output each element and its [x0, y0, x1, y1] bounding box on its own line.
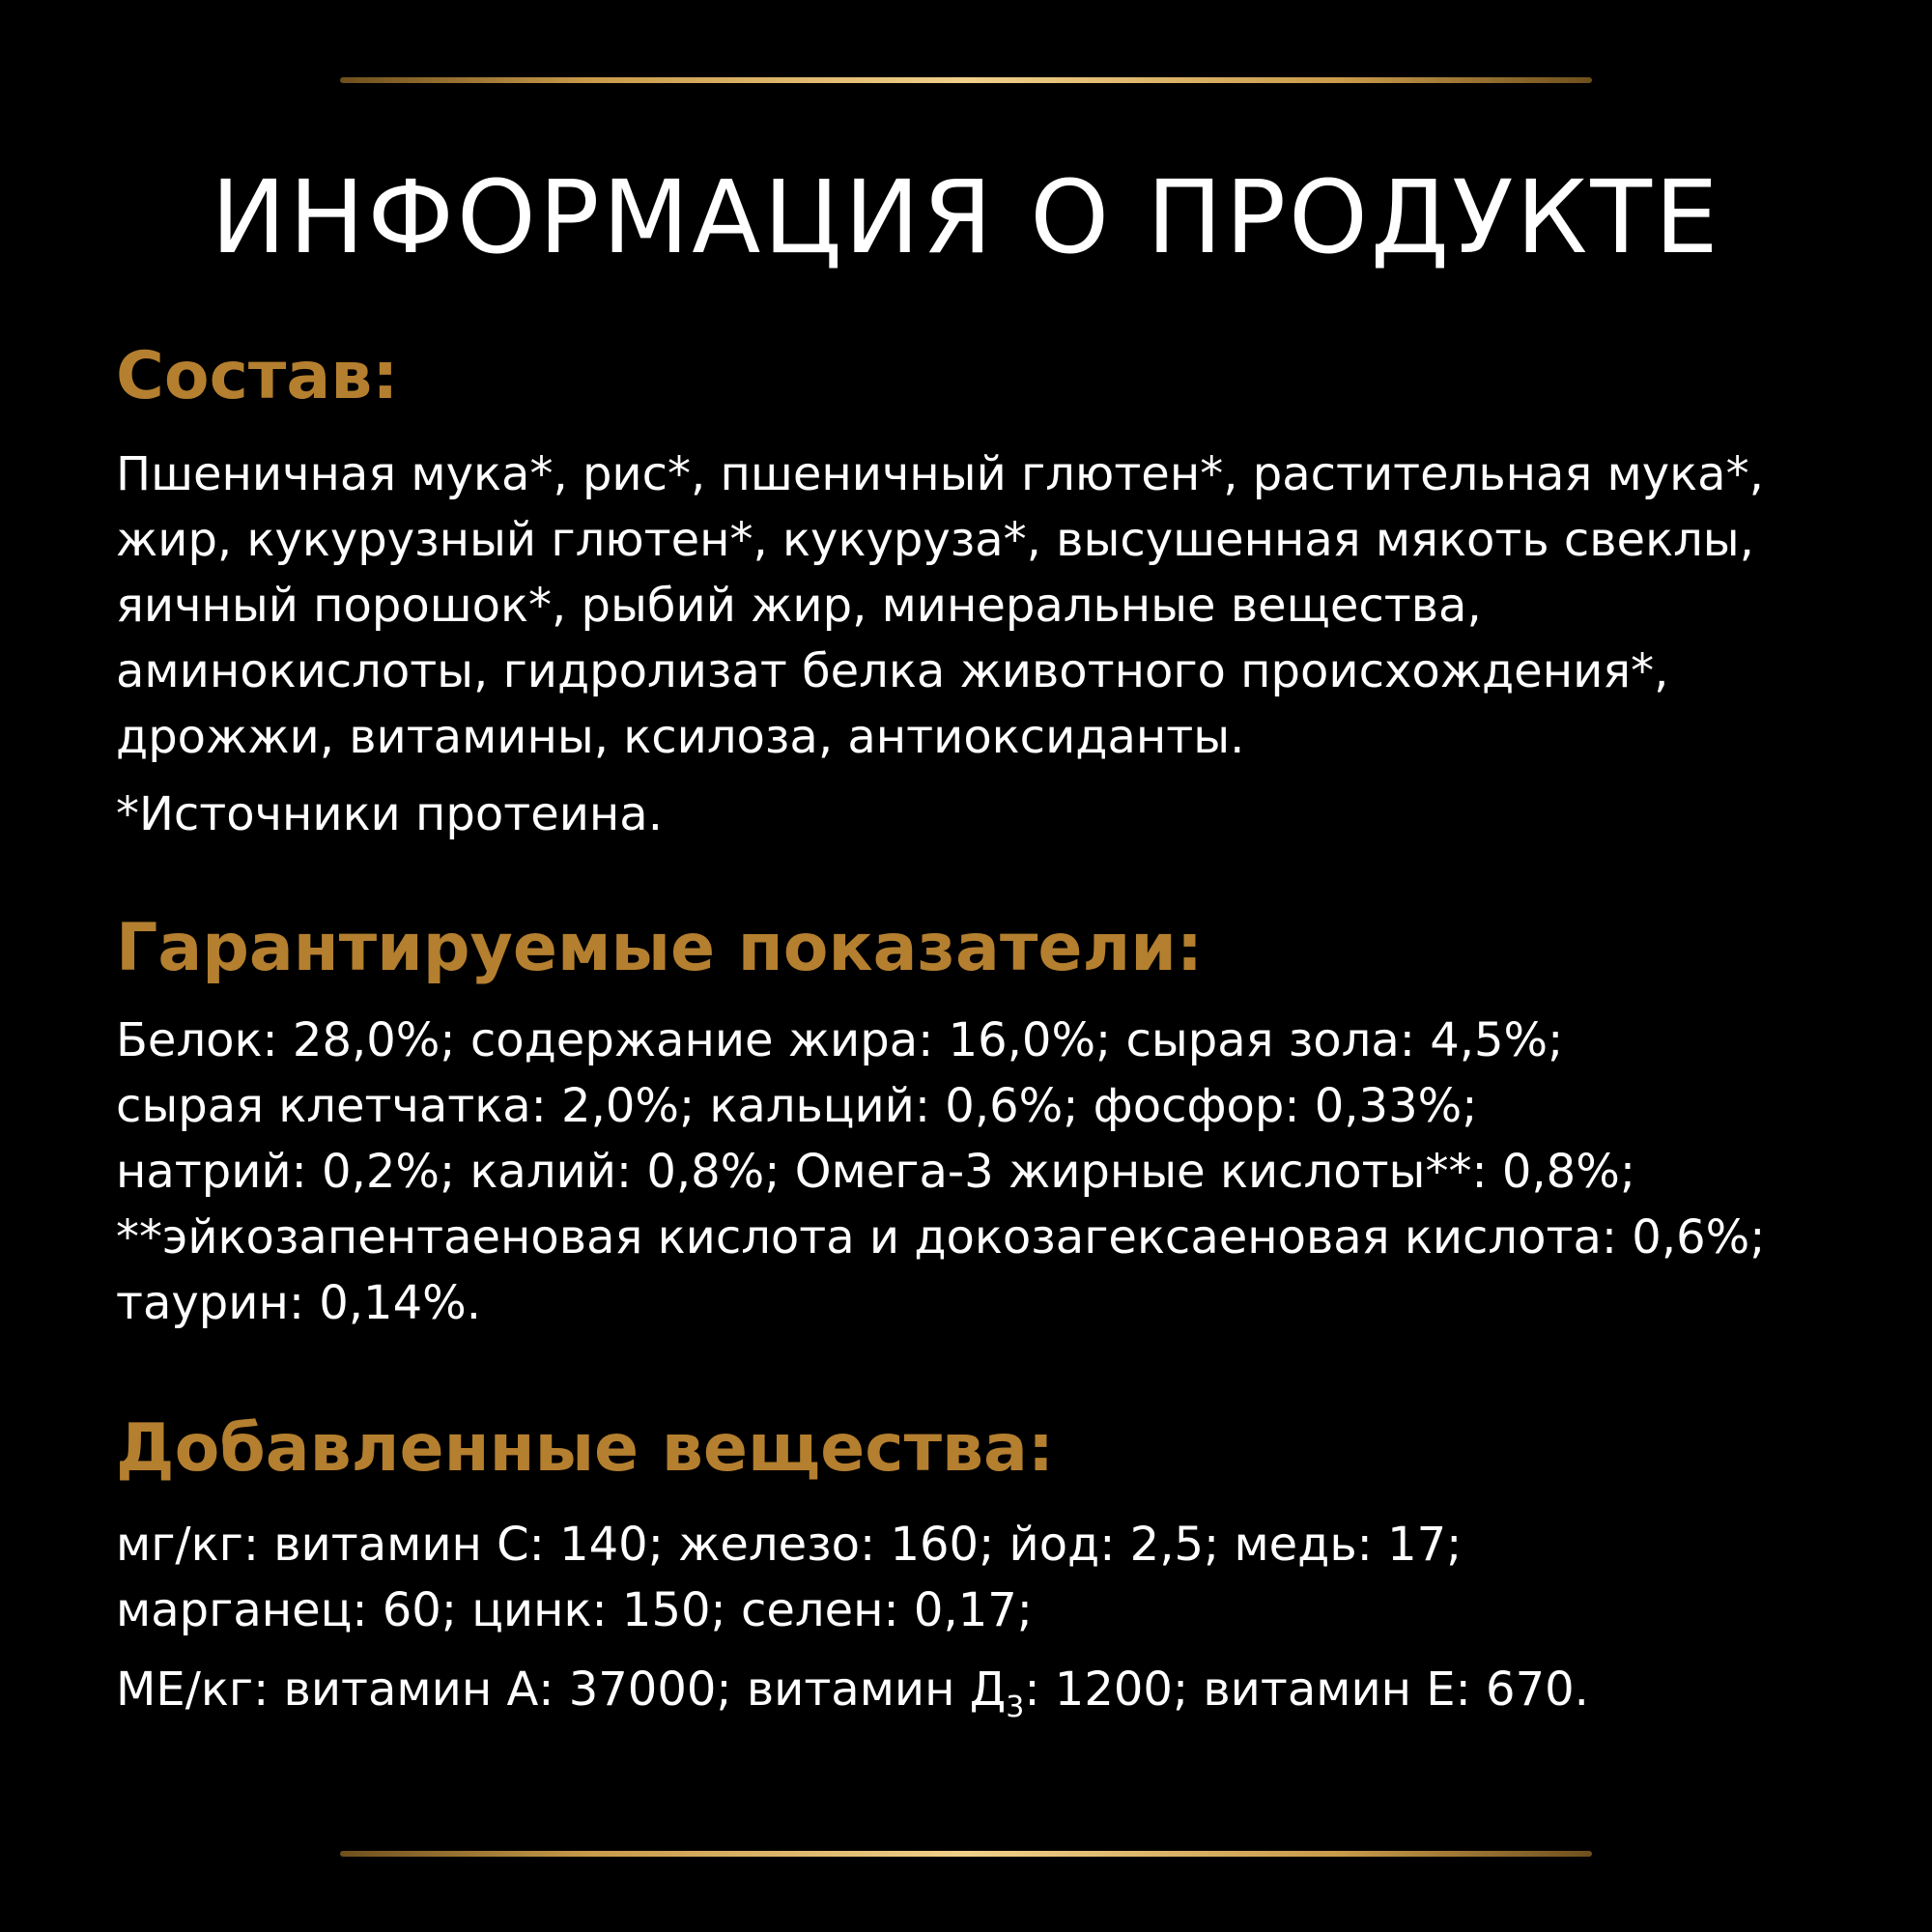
composition-heading: Состав: [116, 338, 399, 414]
product-info-content [116, 333, 1845, 1722]
bottom-gold-divider [340, 1851, 1592, 1857]
guaranteed-values-line: сырая клетчатка: 2,0%; кальций: 0,6%; фосфор: 0,33%; [116, 1079, 1478, 1133]
additives-iu-line [116, 1657, 1845, 1722]
top-gold-divider [340, 77, 1592, 83]
vitamin-d-subscript: 3 [1006, 1690, 1025, 1724]
additives-heading: Добавленные вещества: [116, 1410, 1055, 1487]
guaranteed-values-line: **эйкозапентаеновая кислота и докозагексаеновая кислота: 0,6%; [116, 1210, 1766, 1264]
guaranteed-values-line: натрий: 0,2%; калий: 0,8%; Омега-3 жирные кислоты**: 0,8%; [116, 1145, 1635, 1199]
composition-line: дрожжи, витамины, ксилоза, антиоксиданты. [116, 710, 1245, 764]
page-title: ИНФОРМАЦИЯ О ПРОДУКТЕ [211, 158, 1721, 276]
composition-line: яичный порошок*, рыбий жир, минеральные вещества, [116, 579, 1482, 633]
composition-section [116, 333, 1845, 847]
protein-sources-note: *Источники протеина. [116, 787, 663, 841]
composition-line: Пшеничная мука*, рис*, пшеничный глютен*, растительная мука*, [116, 447, 1764, 501]
additives-line: марганец: 60; цинк: 150; селен: 0,17; [116, 1583, 1033, 1637]
additives-section [116, 1406, 1845, 1722]
iu-line-text-end: : 1200; витамин Е: 670. [1024, 1662, 1589, 1717]
guaranteed-values-heading: Гарантируемые показатели: [116, 910, 1204, 986]
composition-line: аминокислоты, гидролизат белка животного происхождения*, [116, 644, 1669, 698]
additives-line: мг/кг: витамин С: 140; железо: 160; йод: 2,5; медь: 17; [116, 1518, 1463, 1572]
guaranteed-values-line: таурин: 0,14%. [116, 1276, 481, 1330]
composition-line: жир, кукурузный глютен*, кукуруза*, высушенная мякоть свеклы, [116, 513, 1754, 567]
iu-line-text: МЕ/кг: витамин А: 37000; витамин Д [116, 1662, 1007, 1717]
guaranteed-values-line: Белок: 28,0%; содержание жира: 16,0%; сырая зола: 4,5%; [116, 1013, 1564, 1067]
guaranteed-values-section [116, 905, 1845, 1336]
